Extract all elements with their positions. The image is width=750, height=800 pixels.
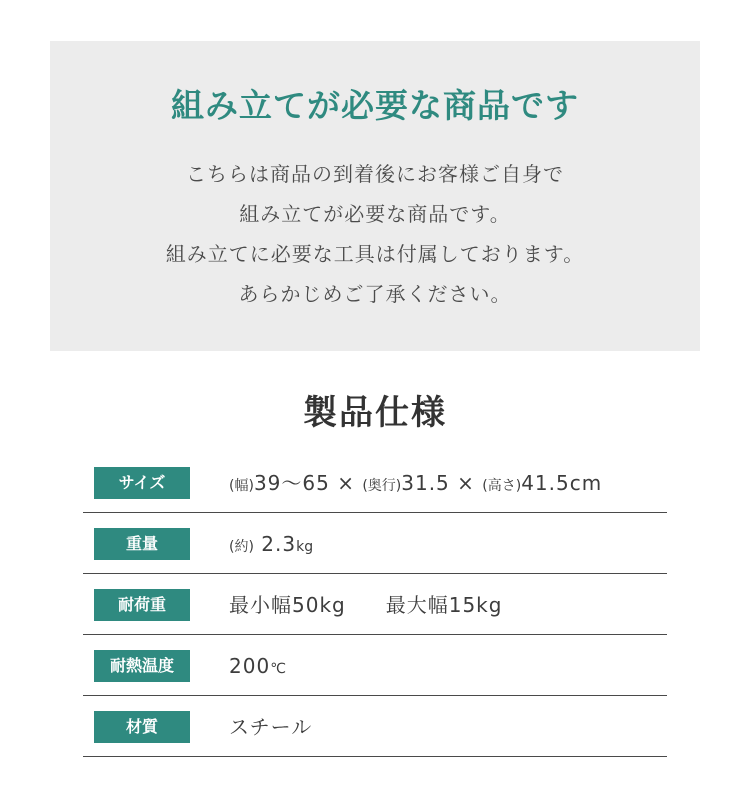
approx-prefix: (約) [229,539,254,555]
load-max-width: 最大幅15kg [385,593,503,617]
spec-value-load [229,588,502,622]
width-prefix: (幅) [229,478,254,494]
depth-value: 31.5 × [401,471,483,495]
heat-unit: ℃ [270,661,286,677]
notice-line: 組み立てが必要な商品です。 [239,202,511,226]
spec-row-weight [83,513,667,574]
notice-line: あらかじめご了承ください。 [238,282,512,306]
weight-unit: kg [296,539,314,555]
spec-label-load: 耐荷重 [94,589,190,621]
spec-value-weight [229,527,313,561]
spec-value-heat [229,649,286,683]
spec-title: 製品仕様 [303,393,447,433]
heat-number: 200 [229,654,271,678]
spec-table [83,452,667,757]
height-prefix: (高さ) [482,478,522,494]
depth-prefix: (奥行) [362,478,402,494]
spec-label-weight: 重量 [94,528,190,560]
notice-body [0,154,750,314]
notice-line: こちらは商品の到着後にお客様ご自身で [186,162,564,186]
spec-label-size: サイズ [94,467,190,499]
spec-label-material: 材質 [94,711,190,743]
height-value: 41.5cm [521,471,603,495]
notice-title: 組み立てが必要な商品です [171,86,579,125]
spec-row-material [83,696,667,757]
spec-value-material: スチール [229,715,313,739]
spec-label-heat: 耐熱温度 [94,650,190,682]
spec-row-size [83,452,667,513]
weight-number: 2.3 [253,532,297,556]
spec-row-heat [83,635,667,696]
spec-row-load [83,574,667,635]
spec-value-size [229,466,602,500]
notice-line: 組み立てに必要な工具は付属しております。 [165,242,585,266]
width-value: 39〜65 × [253,471,363,495]
load-min-width: 最小幅50kg [229,593,346,617]
